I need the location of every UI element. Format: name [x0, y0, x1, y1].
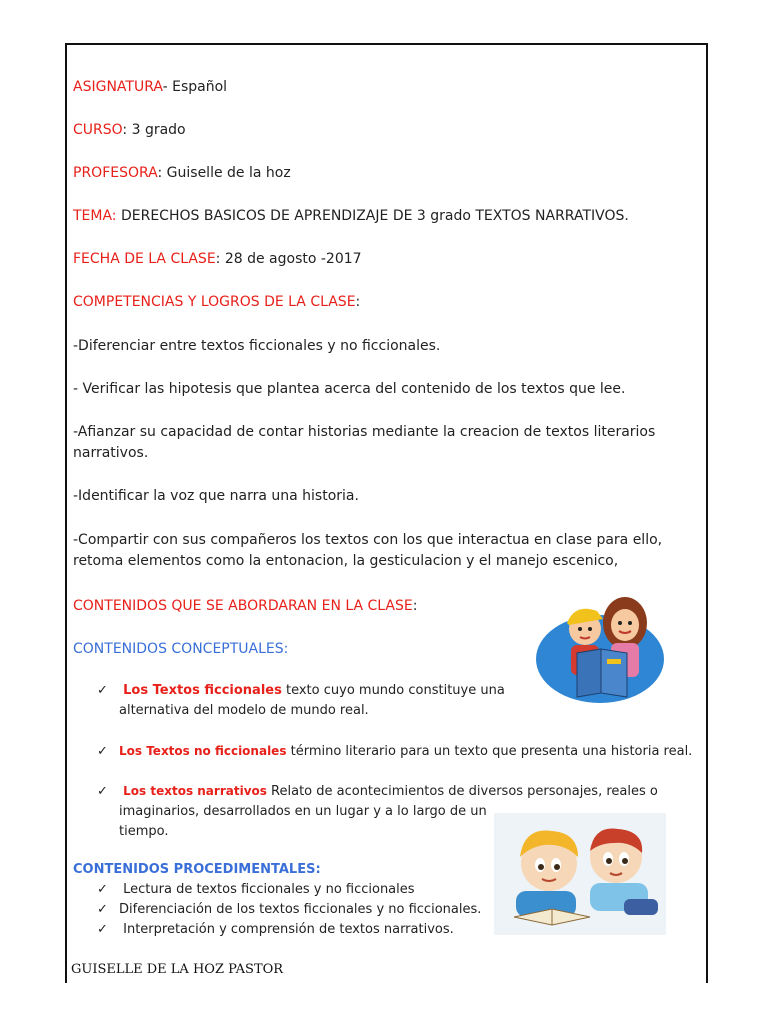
contenidos-label: CONTENIDOS QUE SE ABORDARAN EN LA CLASE [73, 598, 413, 614]
tema-line [73, 206, 629, 226]
competencia-item: - Verificar las hipotesis que plantea acerca del contenido de los textos que lee. [73, 381, 626, 397]
procedimental-text: Diferenciación de los textos ficcionales y no ficcionales. [119, 902, 482, 917]
competencias-heading [73, 292, 360, 312]
competencias-label: COMPETENCIAS Y LOGROS DE LA CLASE [73, 294, 356, 310]
profesora-line [73, 163, 291, 183]
children-reading-icon [535, 593, 665, 705]
concept-term: Los textos narrativos [123, 784, 267, 798]
check-icon: ✓ [97, 922, 108, 937]
competencia-item: -Afianzar su capacidad de contar historias mediante la creacion de textos literarios narrativos. [73, 424, 656, 461]
competencia-item: -Identificar la voz que narra una historia. [73, 488, 359, 504]
procedimental-item [97, 880, 415, 900]
tema-value: DERECHOS BASICOS DE APRENDIZAJE DE 3 grado TEXTOS NARRATIVOS. [116, 208, 629, 224]
concept-desc-cont: tiempo. [119, 824, 169, 839]
check-icon: ✓ [97, 744, 108, 759]
check-icon: ✓ [97, 882, 108, 897]
concept-desc: término literario para un texto que presenta una historia real. [286, 744, 693, 759]
document-page [65, 43, 708, 983]
asignatura-line [73, 77, 227, 97]
procedimental-text: Interpretación y comprensión de textos narrativos. [123, 922, 454, 937]
curso-line [73, 120, 186, 140]
conceptuales-heading: CONTENIDOS CONCEPTUALES: [73, 641, 289, 657]
procedimental-text: Lectura de textos ficcionales y no ficcionales [123, 882, 415, 897]
concept-item-no-ficcionales [97, 741, 692, 762]
procedimental-item [97, 900, 481, 920]
profesora-value: : Guiselle de la hoz [157, 165, 291, 181]
fecha-label: FECHA DE LA CLASE [73, 251, 216, 267]
competencia-item: -Compartir con sus compañeros los textos con los que interactua en clase para ello, retoma elementos como la entonacion, la gesticulacion y el manejo escenico, [73, 532, 663, 569]
asignatura-label: ASIGNATURA [73, 79, 163, 95]
concept-term: Los Textos no ficcionales [119, 744, 287, 758]
fecha-line [73, 249, 362, 269]
curso-value: : 3 grado [122, 122, 186, 138]
concept-term: Los Textos ficcionales [123, 683, 282, 698]
fecha-value: : 28 de agosto -2017 [215, 251, 362, 267]
procedimentales-label: CONTENIDOS PROCEDIMENTALES [73, 862, 316, 877]
competencias-colon: : [355, 294, 361, 310]
children-lying-reading-icon [494, 813, 666, 935]
contenidos-colon: : [412, 598, 418, 614]
concept-desc: Relato de acontecimientos de diversos personajes, reales o [266, 784, 658, 799]
procedimental-item [97, 920, 454, 940]
concept-desc-cont: imaginarios, desarrollados en un lugar y a lo largo de un [119, 804, 487, 819]
concept-desc-cont: alternativa del modelo de mundo real. [119, 703, 369, 718]
procedimentales-heading [73, 860, 321, 880]
tema-label: TEMA: [73, 208, 117, 224]
profesora-label: PROFESORA [73, 165, 158, 181]
concept-desc: texto cuyo mundo constituye una [281, 683, 505, 698]
check-icon: ✓ [97, 784, 108, 799]
asignatura-value: - Español [162, 79, 228, 95]
competencia-item: -Diferenciar entre textos ficcionales y no ficcionales. [73, 338, 441, 354]
procedimentales-colon: : [315, 862, 321, 877]
check-icon: ✓ [97, 902, 108, 917]
curso-label: CURSO [73, 122, 123, 138]
check-icon: ✓ [97, 683, 108, 698]
concept-item-ficcionales [97, 681, 527, 721]
contenidos-heading [73, 596, 417, 616]
footer-author: GUISELLE DE LA HOZ PASTOR [71, 962, 284, 977]
